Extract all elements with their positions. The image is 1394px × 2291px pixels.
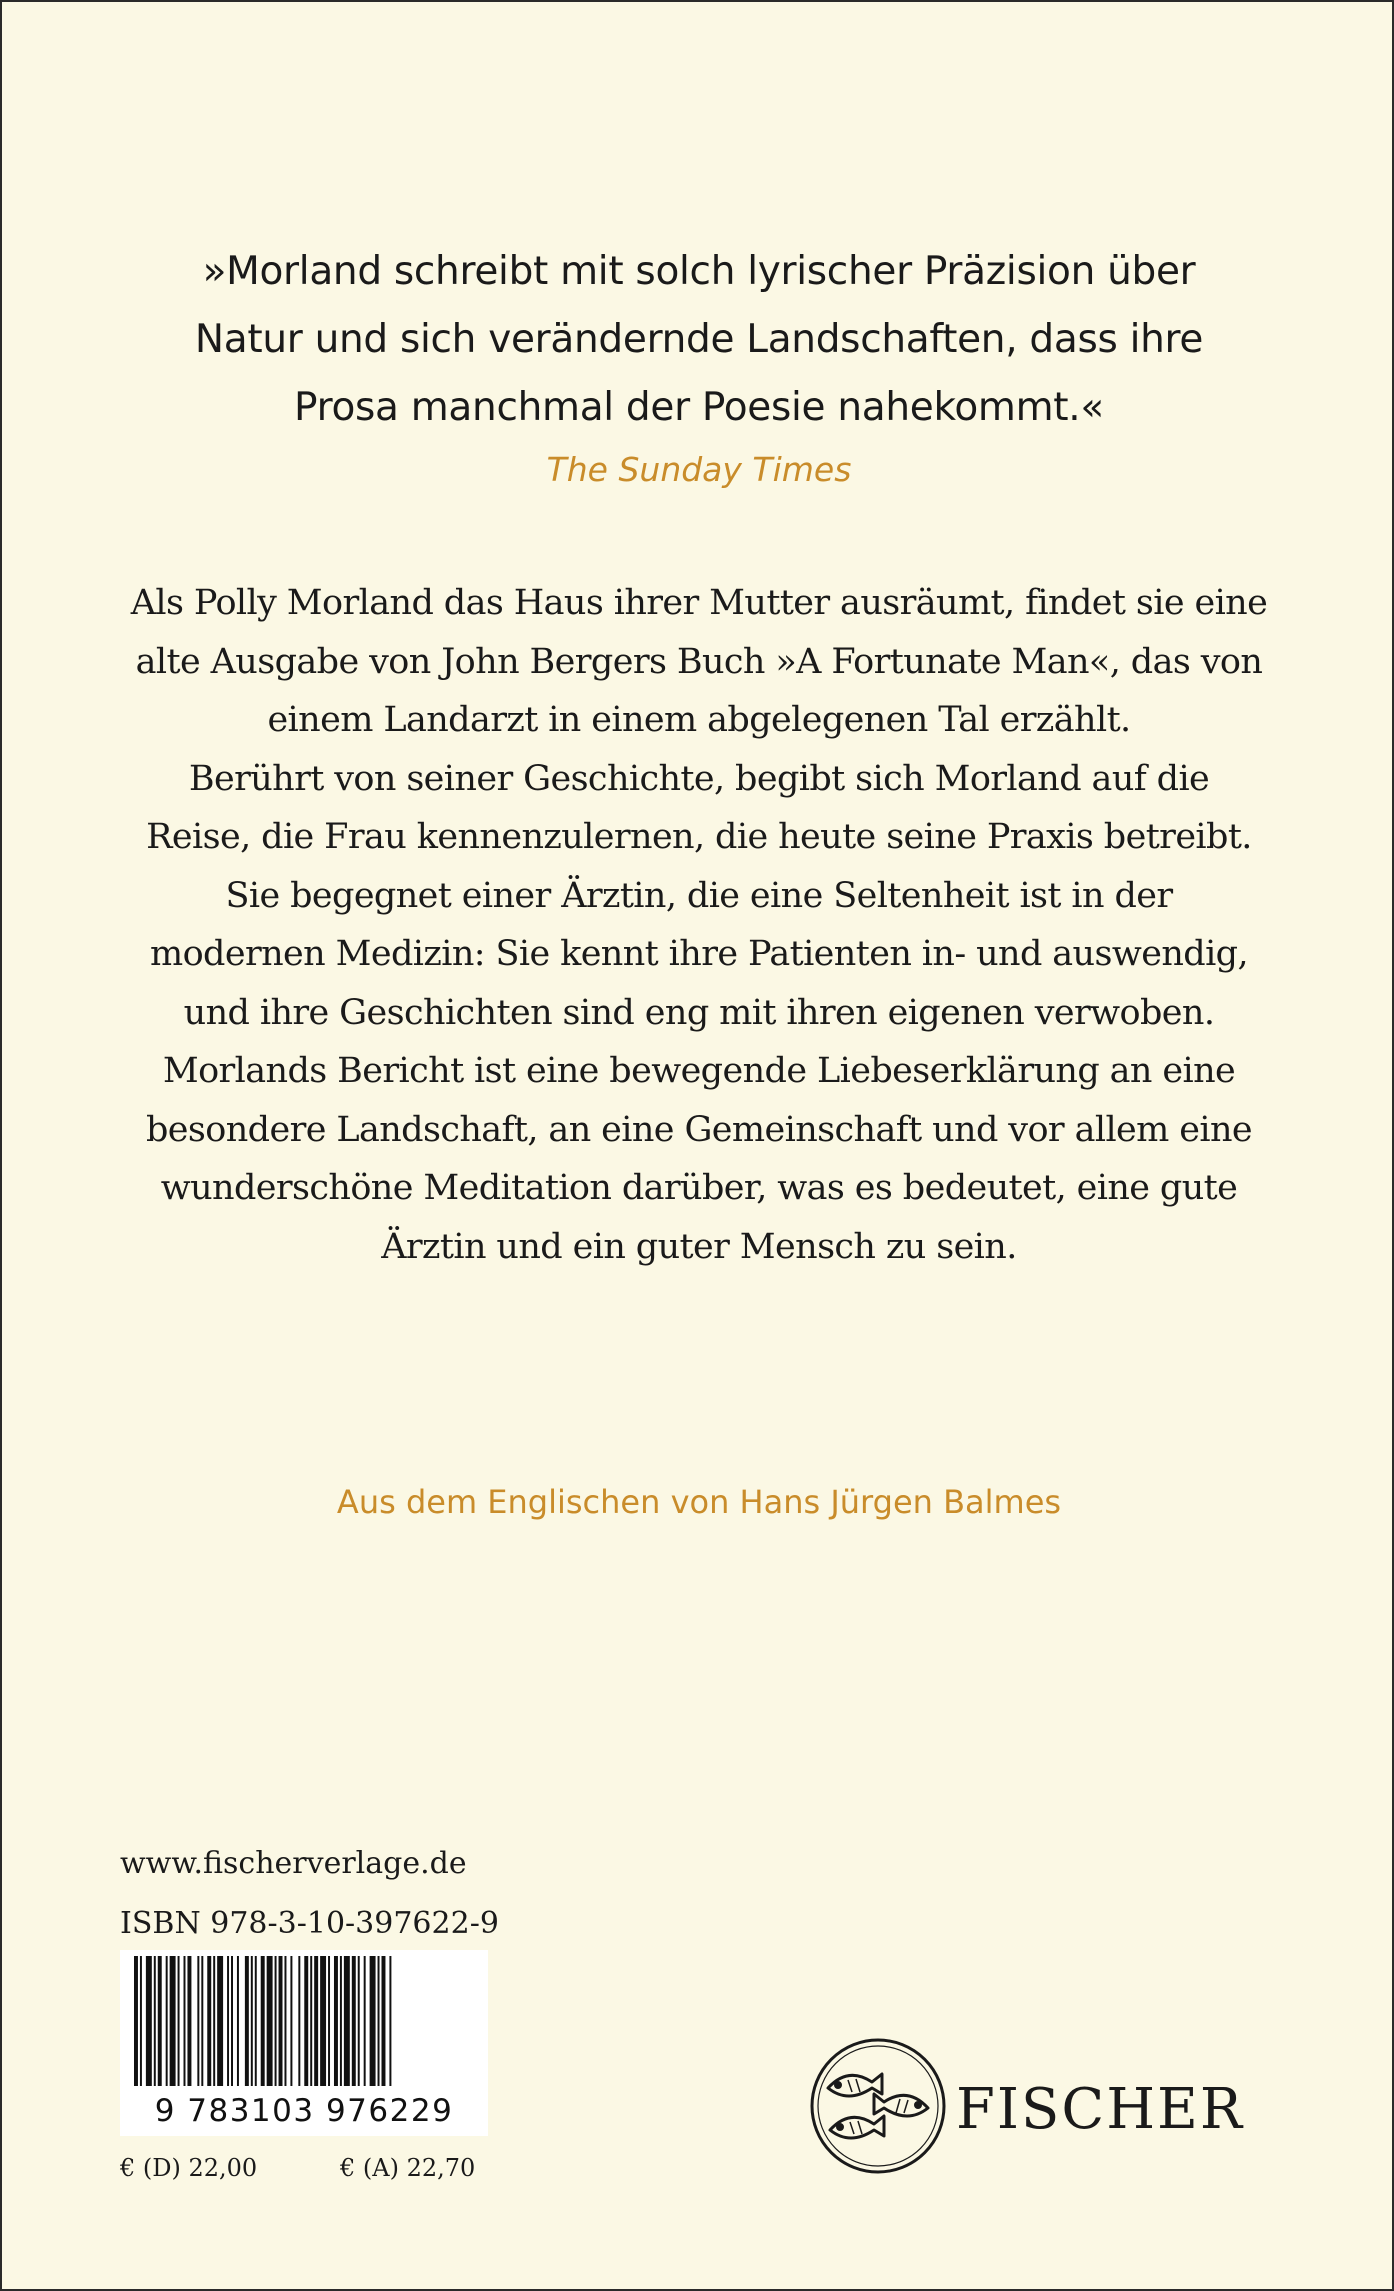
blurb-line-7: modernen Medizin: Sie kennt ihre Patienten in- und auswendig,	[150, 934, 1248, 974]
blurb-line-11: wunderschöne Meditation darüber, was es bedeutet, eine gute	[160, 1168, 1238, 1208]
blurb-line-3: einem Landarzt in einem abgelegenen Tal erzählt.	[267, 700, 1131, 740]
press-quote	[2, 238, 1394, 442]
blurb-line-1: Als Polly Morland das Haus ihrer Mutter ausräumt, findet sie eine	[130, 583, 1268, 623]
barcode-bar	[290, 1956, 292, 2092]
blurb-line-10: besondere Landschaft, an eine Gemeinschaft und vor allem eine	[145, 1109, 1253, 1150]
barcode-bar	[340, 1956, 342, 2092]
publisher-website[interactable]: www.fischerverlage.de	[120, 1846, 467, 1881]
press-quote-line-3: Prosa manchmal der Poesie nahekommt.«	[294, 385, 1104, 430]
barcode-bar	[284, 1956, 286, 2092]
barcode-bar	[197, 1956, 199, 2092]
barcode-bar	[298, 1956, 300, 2092]
barcode-bar	[227, 1956, 229, 2092]
price-germany: € (D) 22,00	[120, 2154, 258, 2182]
barcode-bar	[213, 1956, 215, 2092]
publisher-name: FISCHER	[956, 2077, 1245, 2142]
barcode-bar	[255, 1956, 257, 2092]
book-blurb	[2, 574, 1394, 1276]
barcode-bar	[178, 1956, 180, 2092]
barcode-bar	[251, 1956, 253, 2092]
barcode-bar	[310, 1956, 312, 2092]
translator-credit: Aus dem Englischen von Hans Jürgen Balmes	[336, 1483, 1062, 1521]
barcode-bar	[207, 1956, 211, 2092]
barcode-bar	[334, 1956, 338, 2092]
barcode-bar	[158, 1956, 162, 2092]
barcode-bar	[261, 1956, 265, 2092]
barcode-bar	[352, 1956, 356, 2092]
press-quote-line-2: Natur und sich verändernde Landschaften, dass ihre	[194, 317, 1204, 362]
barcode-bar	[314, 1956, 318, 2092]
barcode-bar	[146, 1956, 152, 2092]
barcode-bar	[184, 1956, 186, 2092]
barcode-bar	[217, 1956, 223, 2092]
barcode-bar	[364, 1956, 366, 2092]
press-quote-line-1: »Morland schreibt mit solch lyrischer Präzision über	[202, 249, 1196, 294]
barcode-bar	[134, 1956, 138, 2092]
isbn: ISBN 978-3-10-397622-9	[120, 1906, 499, 1941]
blurb-line-8: und ihre Geschichten sind eng mit ihren eigenen verwoben.	[183, 992, 1215, 1033]
barcode-bar	[320, 1956, 326, 2092]
barcode-bar	[304, 1956, 308, 2092]
barcode-bar	[328, 1956, 330, 2092]
barcode-bar	[378, 1956, 380, 2092]
barcode-bar	[245, 1956, 249, 2092]
barcode-number: 9 783103 976229	[120, 2086, 488, 2136]
blurb-line-4: Berührt von seiner Geschichte, begibt sich Morland auf die	[188, 758, 1210, 799]
blurb-line-2: alte Ausgabe von John Bergers Buch »A Fortunate Man«, das von	[135, 641, 1263, 682]
barcode-bar	[201, 1956, 203, 2092]
blurb-line-12: Ärztin und ein guter Mensch zu sein.	[381, 1226, 1017, 1267]
blurb-line-6: Sie begegnet einer Ärztin, die eine Seltenheit ist in der	[225, 875, 1173, 916]
barcode-bar	[382, 1956, 386, 2092]
barcode-bar	[170, 1956, 176, 2092]
blurb-line-9: Morlands Bericht ist eine bewegende Liebeserklärung an eine	[162, 1051, 1236, 1091]
barcode-bar	[237, 1956, 239, 2092]
barcode-bar	[279, 1956, 283, 2092]
barcode-bar	[358, 1956, 360, 2092]
quote-source: The Sunday Times	[546, 450, 852, 489]
barcode-bar	[275, 1956, 277, 2092]
barcode-bar	[344, 1956, 350, 2092]
barcode-bar	[154, 1956, 156, 2092]
price-austria: € (A) 22,70	[340, 2154, 476, 2182]
barcode-bar	[166, 1956, 168, 2092]
barcode-bar	[187, 1956, 191, 2092]
barcode-bar	[267, 1956, 273, 2092]
barcode-bars	[120, 1950, 488, 2096]
barcode-bar	[231, 1956, 233, 2092]
barcode-bar	[370, 1956, 376, 2092]
barcode-bar	[389, 1956, 391, 2092]
fischer-three-fish-icon	[808, 2036, 948, 2176]
publisher-logo	[808, 2036, 1278, 2186]
barcode	[120, 1950, 488, 2096]
barcode-bar	[140, 1956, 142, 2092]
blurb-line-5: Reise, die Frau kennenzulernen, die heute seine Praxis betreibt.	[146, 817, 1252, 857]
